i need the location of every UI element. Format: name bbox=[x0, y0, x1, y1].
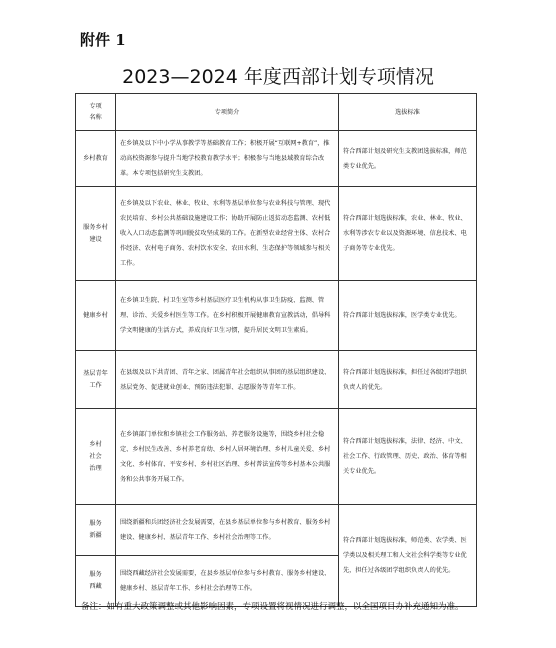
row-category: 服务 新疆 bbox=[76, 505, 116, 556]
row-criteria: 符合西部计划选拔标准，师范类、农学类、医学类以及相关理工和人文社会科学类等专业优先，担任过各级团学组织负责人的优先。 bbox=[339, 505, 477, 607]
row-criteria: 符合西部计划选拔标准，法律、经济、中文、社会工作、行政管理、历史、政治、体育等相关专业优先。 bbox=[339, 409, 477, 505]
row-intro: 在乡镇卫生院、村卫生室等乡村基层医疗卫生机构从事卫生防疫、监测、管理、诊治、关爱乡村医生等工作。在乡村积极开展健康教育宣教活动，倡导科学文明健康的生活方式，养成良好卫生习惯，提升居民文明卫生素质。 bbox=[116, 281, 339, 351]
row-criteria: 符合西部计划选拔标准，医学类专业优先。 bbox=[339, 281, 477, 351]
header-intro: 专项简介 bbox=[116, 94, 339, 131]
row-category: 乡村 社会 治理 bbox=[76, 409, 116, 505]
special-programs-table bbox=[75, 93, 477, 607]
table-row bbox=[76, 281, 477, 351]
row-category: 基层青年 工作 bbox=[76, 351, 116, 409]
footnote: 备注：如有重大政策调整或其他影响因素，专项设置将视情况进行调整，以全国项目办补充通知为准。 bbox=[81, 602, 464, 612]
row-category: 服务 西藏 bbox=[76, 556, 116, 607]
table-header-row bbox=[76, 94, 477, 131]
table-row bbox=[76, 409, 477, 505]
row-intro: 在乡镇部门单位和乡镇社会工作服务站、养老服务设施等，围绕乡村社会稳定、乡村民生改善、乡村养老育幼、乡村人居环境治理、乡村儿童关爱、乡村文化、乡村体育、平安乡村、乡村社区治理、乡村普法宣传等乡村基本公共服务和公共事务开展工作。 bbox=[116, 409, 339, 505]
document-title: 2023—2024 年度西部计划专项情况 bbox=[122, 66, 434, 88]
row-category: 健康乡村 bbox=[76, 281, 116, 351]
header-criteria: 选拔标准 bbox=[339, 94, 477, 131]
row-intro: 围绕西藏经济社会发展需要，在县乡基层单位参与乡村教育、服务乡村建设、健康乡村、基层青年工作、乡村社会治理等工作。 bbox=[116, 556, 339, 607]
row-criteria: 符合西部计划及研究生支教团选拔标准，师范类专业优先。 bbox=[339, 131, 477, 187]
table-row bbox=[76, 187, 477, 281]
row-intro: 在县级及以下共青团、青年之家、团属青年社会组织从事团的基层组织建设、基层党务、促进就业创业、预防违法犯罪、志愿服务等青年工作。 bbox=[116, 351, 339, 409]
row-criteria: 符合西部计划选拔标准，担任过各级团学组织负责人的优先。 bbox=[339, 351, 477, 409]
header-category: 专项 名称 bbox=[76, 94, 116, 131]
table-row bbox=[76, 131, 477, 187]
table-row bbox=[76, 505, 477, 556]
table-row bbox=[76, 351, 477, 409]
row-criteria: 符合西部计划选拔标准，农业、林业、牧业、水利等涉农专业以及资源环境、信息技术、电子商务等专业优先。 bbox=[339, 187, 477, 281]
row-category: 服务乡村 建设 bbox=[76, 187, 116, 281]
row-intro: 在乡镇及以下农业、林业、牧业、水利等基层单位参与农业科技与管理、现代农民培育、乡村公共基础设施建设工作；协助开展防止返贫动态监测、农村低收入人口动态监测等巩固脱贫攻坚成果的工作。在新型农业经营主体、农村合作经济、农村电子商务、农村饮水安全、农田水利、生态保护等领域参与相关工作。 bbox=[116, 187, 339, 281]
attachment-label: 附件 1 bbox=[80, 31, 126, 49]
row-category: 乡村教育 bbox=[76, 131, 116, 187]
row-intro: 在乡镇及以下中小学从事教学等基础教育工作；积极开展“互联网+教育”，推动高校资源参与提升当地学校教育教学水平；积极参与当地县域教育综合改革。本专项包括研究生支教团。 bbox=[116, 131, 339, 187]
row-intro: 围绕新疆和兵团经济社会发展需要，在县乡基层单位参与乡村教育、服务乡村建设、健康乡村、基层青年工作、乡村社会治理等工作。 bbox=[116, 505, 339, 556]
